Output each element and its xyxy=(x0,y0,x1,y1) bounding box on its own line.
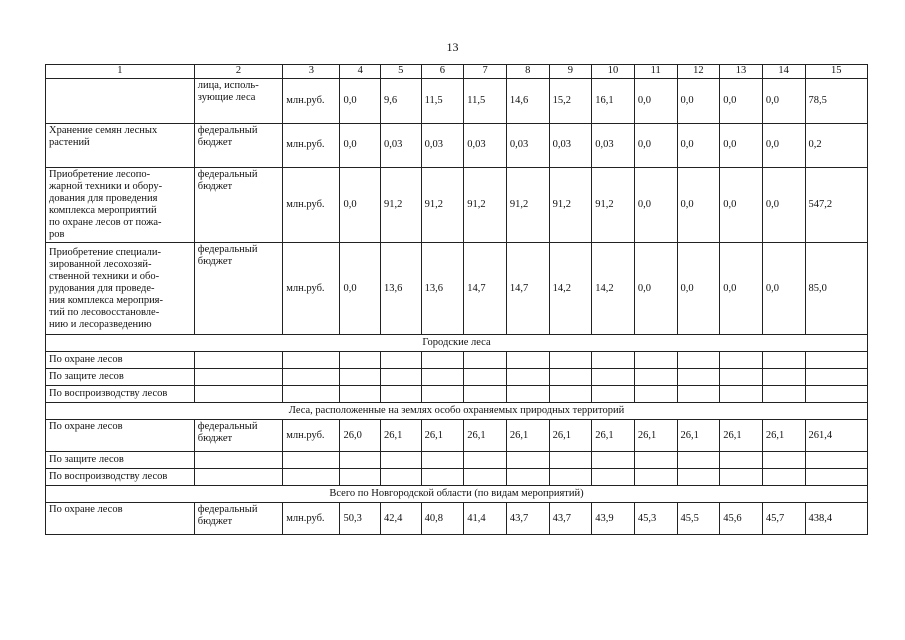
funding-source: федеральный бюджет xyxy=(194,503,282,535)
empty-cell xyxy=(340,369,381,386)
empty-cell xyxy=(381,452,422,469)
value-cell: 26,1 xyxy=(421,420,464,452)
value-cell: 78,5 xyxy=(805,79,868,124)
empty-cell xyxy=(634,469,677,486)
section-total xyxy=(46,486,868,503)
value-cell: 45,6 xyxy=(720,503,763,535)
value-cell: 16,1 xyxy=(592,79,635,124)
row-name: По охране лесов xyxy=(46,503,195,535)
table-row xyxy=(46,352,868,369)
row-name: По охране лесов xyxy=(46,352,195,369)
column-number: 4 xyxy=(340,65,381,79)
row-name: По защите лесов xyxy=(46,369,195,386)
value-cell: 438,4 xyxy=(805,503,868,535)
value-cell: 0,0 xyxy=(762,79,805,124)
empty-cell xyxy=(194,386,282,403)
value-cell: 0,0 xyxy=(720,124,763,168)
unit: млн.руб. xyxy=(283,420,340,452)
value-cell: 0,0 xyxy=(762,124,805,168)
value-cell: 26,1 xyxy=(464,420,507,452)
empty-cell xyxy=(677,352,720,369)
value-cell: 11,5 xyxy=(464,79,507,124)
empty-cell xyxy=(677,452,720,469)
empty-cell xyxy=(194,469,282,486)
section-urban-forests xyxy=(46,335,868,352)
empty-cell xyxy=(194,369,282,386)
empty-cell xyxy=(634,369,677,386)
column-number: 15 xyxy=(805,65,868,79)
empty-cell xyxy=(592,386,635,403)
column-number: 13 xyxy=(720,65,763,79)
page-number: 13 xyxy=(446,40,459,54)
value-cell: 0,0 xyxy=(634,124,677,168)
empty-cell xyxy=(805,469,868,486)
table-row xyxy=(46,452,868,469)
empty-cell xyxy=(194,452,282,469)
empty-cell xyxy=(634,352,677,369)
empty-cell xyxy=(762,352,805,369)
row-name: По охране лесов xyxy=(46,420,195,452)
empty-cell xyxy=(677,386,720,403)
unit: млн.руб. xyxy=(283,168,340,243)
column-number: 3 xyxy=(283,65,340,79)
row-name xyxy=(46,79,195,124)
empty-cell xyxy=(549,452,592,469)
empty-cell xyxy=(283,452,340,469)
empty-cell xyxy=(340,469,381,486)
funding-source: федеральный бюджет xyxy=(194,168,282,243)
header-row xyxy=(46,65,868,79)
value-cell: 0,0 xyxy=(762,243,805,335)
empty-cell xyxy=(283,386,340,403)
section-title: Леса, расположенные на землях особо охраняемых природных территорий xyxy=(46,403,868,420)
column-number: 5 xyxy=(381,65,422,79)
empty-cell xyxy=(805,352,868,369)
empty-cell xyxy=(194,352,282,369)
value-cell: 14,2 xyxy=(549,243,592,335)
value-cell: 14,2 xyxy=(592,243,635,335)
empty-cell xyxy=(720,369,763,386)
empty-cell xyxy=(549,469,592,486)
empty-cell xyxy=(677,469,720,486)
empty-cell xyxy=(762,469,805,486)
value-cell: 0,0 xyxy=(677,124,720,168)
row-name: Приобретение специали- зированной лесохозяй- ственной техники и обо- рудования для проведе- ния комплекса мероприя- тий по лесовосстановле- нию и лесоразведению xyxy=(46,243,195,335)
table-row xyxy=(46,369,868,386)
empty-cell xyxy=(805,369,868,386)
column-number: 14 xyxy=(762,65,805,79)
column-number: 6 xyxy=(421,65,464,79)
row-name: По защите лесов xyxy=(46,452,195,469)
value-cell: 0,0 xyxy=(677,79,720,124)
column-number: 1 xyxy=(46,65,195,79)
value-cell: 91,2 xyxy=(421,168,464,243)
empty-cell xyxy=(592,469,635,486)
unit: млн.руб. xyxy=(283,243,340,335)
empty-cell xyxy=(549,386,592,403)
value-cell: 26,1 xyxy=(381,420,422,452)
empty-cell xyxy=(634,386,677,403)
empty-cell xyxy=(720,469,763,486)
section-title: Всего по Новгородской области (по видам мероприятий) xyxy=(46,486,868,503)
value-cell: 13,6 xyxy=(381,243,422,335)
value-cell: 261,4 xyxy=(805,420,868,452)
value-cell: 14,7 xyxy=(464,243,507,335)
value-cell: 85,0 xyxy=(805,243,868,335)
value-cell: 0,0 xyxy=(634,168,677,243)
value-cell: 0,03 xyxy=(464,124,507,168)
empty-cell xyxy=(720,386,763,403)
table-row xyxy=(46,469,868,486)
value-cell: 0,03 xyxy=(549,124,592,168)
empty-cell xyxy=(283,469,340,486)
value-cell: 0,0 xyxy=(340,243,381,335)
empty-cell xyxy=(464,469,507,486)
value-cell: 11,5 xyxy=(421,79,464,124)
value-cell: 0,03 xyxy=(381,124,422,168)
empty-cell xyxy=(506,369,549,386)
value-cell: 91,2 xyxy=(381,168,422,243)
column-number: 7 xyxy=(464,65,507,79)
table-row xyxy=(46,420,868,452)
empty-cell xyxy=(805,386,868,403)
empty-cell xyxy=(464,386,507,403)
row-name: Приобретение лесопо- жарной техники и обору- дования для проведения комплекса мероприятий по охране лесов от пожа- ров xyxy=(46,168,195,243)
empty-cell xyxy=(340,386,381,403)
value-cell: 43,7 xyxy=(506,503,549,535)
unit: млн.руб. xyxy=(283,79,340,124)
funding-source: федеральный бюджет xyxy=(194,124,282,168)
empty-cell xyxy=(549,352,592,369)
value-cell: 43,7 xyxy=(549,503,592,535)
funding-source: федеральный бюджет xyxy=(194,420,282,452)
empty-cell xyxy=(762,369,805,386)
empty-cell xyxy=(464,452,507,469)
empty-cell xyxy=(762,452,805,469)
value-cell: 26,1 xyxy=(549,420,592,452)
value-cell: 26,1 xyxy=(592,420,635,452)
value-cell: 0,03 xyxy=(421,124,464,168)
value-cell: 0,0 xyxy=(634,79,677,124)
table-row xyxy=(46,503,868,535)
table-row xyxy=(46,386,868,403)
value-cell: 0,0 xyxy=(677,168,720,243)
value-cell: 0,0 xyxy=(340,79,381,124)
value-cell: 45,3 xyxy=(634,503,677,535)
column-number: 12 xyxy=(677,65,720,79)
value-cell: 0,2 xyxy=(805,124,868,168)
empty-cell xyxy=(421,352,464,369)
empty-cell xyxy=(506,469,549,486)
value-cell: 43,9 xyxy=(592,503,635,535)
empty-cell xyxy=(381,386,422,403)
column-number: 9 xyxy=(549,65,592,79)
value-cell: 42,4 xyxy=(381,503,422,535)
value-cell: 0,0 xyxy=(720,168,763,243)
value-cell: 50,3 xyxy=(340,503,381,535)
empty-cell xyxy=(506,352,549,369)
table-row xyxy=(46,243,868,335)
column-number: 11 xyxy=(634,65,677,79)
row-name: По воспроизводству лесов xyxy=(46,386,195,403)
empty-cell xyxy=(381,352,422,369)
value-cell: 0,0 xyxy=(720,79,763,124)
value-cell: 26,1 xyxy=(720,420,763,452)
value-cell: 91,2 xyxy=(506,168,549,243)
column-number: 2 xyxy=(194,65,282,79)
value-cell: 0,0 xyxy=(720,243,763,335)
row-name: Хранение семян лесных растений xyxy=(46,124,195,168)
value-cell: 40,8 xyxy=(421,503,464,535)
empty-cell xyxy=(592,369,635,386)
value-cell: 26,1 xyxy=(506,420,549,452)
value-cell: 91,2 xyxy=(549,168,592,243)
value-cell: 0,0 xyxy=(634,243,677,335)
unit: млн.руб. xyxy=(283,124,340,168)
empty-cell xyxy=(677,369,720,386)
empty-cell xyxy=(592,352,635,369)
empty-cell xyxy=(720,452,763,469)
table-row xyxy=(46,124,868,168)
funding-source: федеральный бюджет xyxy=(194,243,282,335)
value-cell: 0,0 xyxy=(340,124,381,168)
value-cell: 0,0 xyxy=(762,168,805,243)
empty-cell xyxy=(592,452,635,469)
value-cell: 0,0 xyxy=(340,168,381,243)
column-number: 10 xyxy=(592,65,635,79)
value-cell: 26,1 xyxy=(634,420,677,452)
unit: млн.руб. xyxy=(283,503,340,535)
value-cell: 26,1 xyxy=(677,420,720,452)
column-number: 8 xyxy=(506,65,549,79)
row-name: По воспроизводству лесов xyxy=(46,469,195,486)
empty-cell xyxy=(340,352,381,369)
empty-cell xyxy=(464,369,507,386)
value-cell: 13,6 xyxy=(421,243,464,335)
empty-cell xyxy=(634,452,677,469)
empty-cell xyxy=(805,452,868,469)
value-cell: 91,2 xyxy=(464,168,507,243)
empty-cell xyxy=(762,386,805,403)
value-cell: 26,0 xyxy=(340,420,381,452)
empty-cell xyxy=(464,352,507,369)
value-cell: 0,03 xyxy=(506,124,549,168)
empty-cell xyxy=(720,352,763,369)
empty-cell xyxy=(340,452,381,469)
budget-table xyxy=(45,64,868,535)
empty-cell xyxy=(381,369,422,386)
section-protected-areas xyxy=(46,403,868,420)
funding-source: лица, исполь- зующие леса xyxy=(194,79,282,124)
value-cell: 9,6 xyxy=(381,79,422,124)
empty-cell xyxy=(421,452,464,469)
value-cell: 26,1 xyxy=(762,420,805,452)
value-cell: 0,0 xyxy=(677,243,720,335)
value-cell: 0,03 xyxy=(592,124,635,168)
empty-cell xyxy=(283,352,340,369)
empty-cell xyxy=(421,469,464,486)
empty-cell xyxy=(506,452,549,469)
empty-cell xyxy=(283,369,340,386)
empty-cell xyxy=(421,369,464,386)
empty-cell xyxy=(421,386,464,403)
value-cell: 45,7 xyxy=(762,503,805,535)
table-row xyxy=(46,168,868,243)
value-cell: 91,2 xyxy=(592,168,635,243)
value-cell: 547,2 xyxy=(805,168,868,243)
value-cell: 14,7 xyxy=(506,243,549,335)
empty-cell xyxy=(549,369,592,386)
value-cell: 14,6 xyxy=(506,79,549,124)
table-row xyxy=(46,79,868,124)
section-title: Городские леса xyxy=(46,335,868,352)
value-cell: 41,4 xyxy=(464,503,507,535)
value-cell: 15,2 xyxy=(549,79,592,124)
empty-cell xyxy=(506,386,549,403)
value-cell: 45,5 xyxy=(677,503,720,535)
empty-cell xyxy=(381,469,422,486)
